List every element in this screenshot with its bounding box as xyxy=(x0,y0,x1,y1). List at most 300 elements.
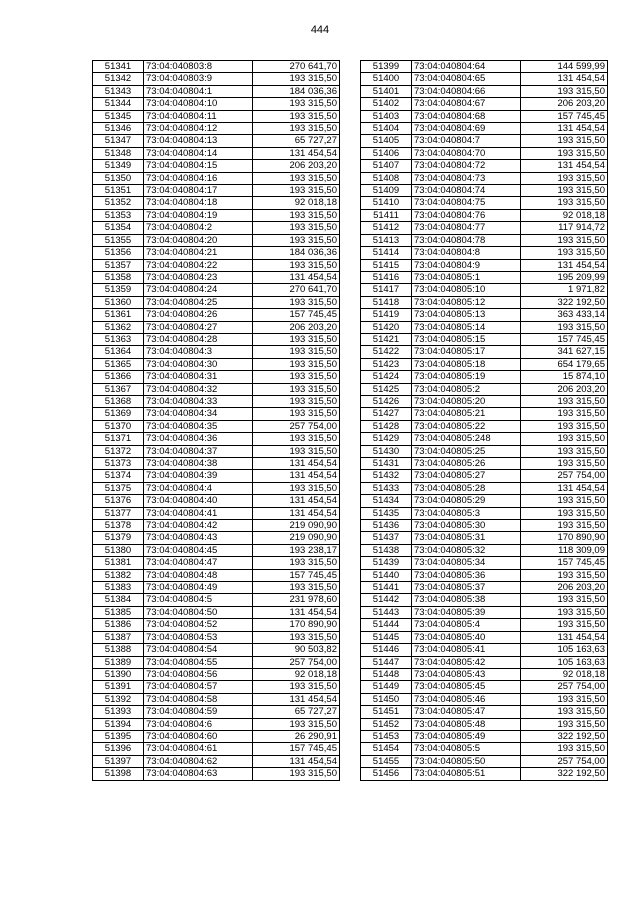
cadastral-number: 73:04:040803:9 xyxy=(144,73,253,85)
cadastral-value: 131 454,54 xyxy=(253,458,340,470)
cadastral-value: 195 209,99 xyxy=(521,271,608,283)
row-number: 51377 xyxy=(93,507,144,519)
table-row xyxy=(361,693,608,705)
row-number: 51375 xyxy=(93,482,144,494)
cadastral-number: 73:04:040804:34 xyxy=(144,408,253,420)
row-number: 51370 xyxy=(93,420,144,432)
cadastral-value: 193 315,50 xyxy=(521,408,608,420)
cadastral-value: 170 890,90 xyxy=(253,619,340,631)
row-number: 51359 xyxy=(93,284,144,296)
row-number: 51422 xyxy=(361,346,412,358)
row-number: 51347 xyxy=(93,135,144,147)
row-number: 51446 xyxy=(361,644,412,656)
row-number: 51418 xyxy=(361,296,412,308)
table-row xyxy=(361,582,608,594)
cadastral-value: 193 315,50 xyxy=(253,582,340,594)
cadastral-number: 73:04:040805:31 xyxy=(412,532,521,544)
table-row xyxy=(361,73,608,85)
cadastral-value: 206 203,20 xyxy=(253,321,340,333)
table-row xyxy=(361,61,608,73)
cadastral-number: 73:04:040804:62 xyxy=(144,755,253,767)
table-row xyxy=(93,73,340,85)
row-number: 51416 xyxy=(361,271,412,283)
cadastral-number: 73:04:040804:41 xyxy=(144,507,253,519)
cadastral-number: 73:04:040804:55 xyxy=(144,656,253,668)
cadastral-number: 73:04:040805:1 xyxy=(412,271,521,283)
cadastral-number: 73:04:040804:56 xyxy=(144,668,253,680)
cadastral-value: 26 290,91 xyxy=(253,730,340,742)
cadastral-number: 73:04:040805:248 xyxy=(412,433,521,445)
table-row xyxy=(93,569,340,581)
cadastral-number: 73:04:040804:59 xyxy=(144,706,253,718)
cadastral-value: 193 315,50 xyxy=(521,507,608,519)
cadastral-value: 193 315,50 xyxy=(253,234,340,246)
row-number: 51362 xyxy=(93,321,144,333)
row-number: 51360 xyxy=(93,296,144,308)
row-number: 51440 xyxy=(361,569,412,581)
table-row xyxy=(361,520,608,532)
table-row xyxy=(361,743,608,755)
cadastral-value: 184 036,36 xyxy=(253,85,340,97)
table-row xyxy=(361,321,608,333)
row-number: 51427 xyxy=(361,408,412,420)
cadastral-value: 193 315,50 xyxy=(521,234,608,246)
cadastral-value: 193 315,50 xyxy=(253,408,340,420)
table-row xyxy=(93,271,340,283)
cadastral-number: 73:04:040804:23 xyxy=(144,271,253,283)
cadastral-value: 654 179,65 xyxy=(521,358,608,370)
row-number: 51435 xyxy=(361,507,412,519)
cadastral-number: 73:04:040804:61 xyxy=(144,743,253,755)
table-row xyxy=(93,420,340,432)
table-row xyxy=(93,693,340,705)
cadastral-number: 73:04:040804:64 xyxy=(412,61,521,73)
table-row xyxy=(361,383,608,395)
table-row xyxy=(361,507,608,519)
row-number: 51448 xyxy=(361,668,412,680)
cadastral-number: 73:04:040804:60 xyxy=(144,730,253,742)
cadastral-value: 257 754,00 xyxy=(253,656,340,668)
cadastral-number: 73:04:040804:1 xyxy=(144,85,253,97)
cadastral-number: 73:04:040805:41 xyxy=(412,644,521,656)
row-number: 51385 xyxy=(93,606,144,618)
row-number: 51378 xyxy=(93,520,144,532)
cadastral-number: 73:04:040804:78 xyxy=(412,234,521,246)
row-number: 51350 xyxy=(93,172,144,184)
cadastral-number: 73:04:040805:30 xyxy=(412,520,521,532)
cadastral-value: 193 315,50 xyxy=(521,718,608,730)
table-row xyxy=(93,656,340,668)
table-row xyxy=(93,482,340,494)
cadastral-number: 73:04:040804:9 xyxy=(412,259,521,271)
row-number: 51437 xyxy=(361,532,412,544)
cadastral-value: 193 315,50 xyxy=(253,222,340,234)
cadastral-value: 193 315,50 xyxy=(521,185,608,197)
table-row xyxy=(93,768,340,780)
row-number: 51444 xyxy=(361,619,412,631)
row-number: 51403 xyxy=(361,110,412,122)
cadastral-value: 257 754,00 xyxy=(521,755,608,767)
table-row xyxy=(93,259,340,271)
row-number: 51384 xyxy=(93,594,144,606)
cadastral-number: 73:04:040804:2 xyxy=(144,222,253,234)
cadastral-value: 193 315,50 xyxy=(521,172,608,184)
table-row xyxy=(361,395,608,407)
table-row xyxy=(361,557,608,569)
cadastral-value: 193 315,50 xyxy=(253,259,340,271)
row-number: 51404 xyxy=(361,123,412,135)
table-row xyxy=(361,358,608,370)
cadastral-number: 73:04:040805:51 xyxy=(412,768,521,780)
row-number: 51386 xyxy=(93,619,144,631)
cadastral-number: 73:04:040804:47 xyxy=(144,557,253,569)
cadastral-number: 73:04:040804:30 xyxy=(144,358,253,370)
row-number: 51456 xyxy=(361,768,412,780)
table-row xyxy=(93,619,340,631)
cadastral-value: 193 315,50 xyxy=(253,445,340,457)
row-number: 51389 xyxy=(93,656,144,668)
cadastral-number: 73:04:040804:20 xyxy=(144,234,253,246)
cadastral-number: 73:04:040804:74 xyxy=(412,185,521,197)
cadastral-value: 193 315,50 xyxy=(253,681,340,693)
cadastral-value: 193 315,50 xyxy=(521,433,608,445)
table-row xyxy=(361,247,608,259)
table-row xyxy=(361,594,608,606)
cadastral-value: 105 163,63 xyxy=(521,644,608,656)
cadastral-value: 92 018,18 xyxy=(253,197,340,209)
cadastral-number: 73:04:040804:12 xyxy=(144,123,253,135)
cadastral-value: 193 315,50 xyxy=(253,296,340,308)
table-row xyxy=(361,730,608,742)
cadastral-number: 73:04:040805:28 xyxy=(412,482,521,494)
row-number: 51355 xyxy=(93,234,144,246)
cadastral-value: 193 315,50 xyxy=(521,135,608,147)
row-number: 51438 xyxy=(361,544,412,556)
cadastral-value: 193 315,50 xyxy=(521,619,608,631)
table-row xyxy=(93,730,340,742)
cadastral-value: 170 890,90 xyxy=(521,532,608,544)
cadastral-value: 144 599,99 xyxy=(521,61,608,73)
cadastral-value: 219 090,90 xyxy=(253,520,340,532)
cadastral-number: 73:04:040804:13 xyxy=(144,135,253,147)
row-number: 51441 xyxy=(361,582,412,594)
cadastral-number: 73:04:040805:25 xyxy=(412,445,521,457)
table-row xyxy=(361,755,608,767)
cadastral-value: 270 641,70 xyxy=(253,61,340,73)
row-number: 51381 xyxy=(93,557,144,569)
table-row xyxy=(93,160,340,172)
row-number: 51402 xyxy=(361,98,412,110)
cadastral-value: 131 454,54 xyxy=(521,631,608,643)
right-register-table xyxy=(360,60,608,781)
row-number: 51405 xyxy=(361,135,412,147)
row-number: 51432 xyxy=(361,470,412,482)
cadastral-value: 131 454,54 xyxy=(521,482,608,494)
cadastral-number: 73:04:040804:42 xyxy=(144,520,253,532)
cadastral-value: 193 315,50 xyxy=(521,743,608,755)
cadastral-number: 73:04:040804:76 xyxy=(412,209,521,221)
table-row xyxy=(361,85,608,97)
row-number: 51380 xyxy=(93,544,144,556)
row-number: 51365 xyxy=(93,358,144,370)
cadastral-value: 131 454,54 xyxy=(253,507,340,519)
table-row xyxy=(361,172,608,184)
table-row xyxy=(93,110,340,122)
cadastral-number: 73:04:040804:36 xyxy=(144,433,253,445)
cadastral-value: 105 163,63 xyxy=(521,656,608,668)
cadastral-value: 219 090,90 xyxy=(253,532,340,544)
table-row xyxy=(361,718,608,730)
cadastral-value: 157 745,45 xyxy=(253,569,340,581)
cadastral-number: 73:04:040805:45 xyxy=(412,681,521,693)
row-number: 51429 xyxy=(361,433,412,445)
row-number: 51411 xyxy=(361,209,412,221)
cadastral-value: 193 315,50 xyxy=(521,445,608,457)
table-row xyxy=(93,458,340,470)
row-number: 51445 xyxy=(361,631,412,643)
cadastral-value: 118 309,09 xyxy=(521,544,608,556)
table-row xyxy=(361,160,608,172)
table-row xyxy=(93,631,340,643)
cadastral-number: 73:04:040804:17 xyxy=(144,185,253,197)
row-number: 51343 xyxy=(93,85,144,97)
cadastral-value: 193 315,50 xyxy=(253,718,340,730)
row-number: 51349 xyxy=(93,160,144,172)
cadastral-value: 131 454,54 xyxy=(253,755,340,767)
cadastral-number: 73:04:040805:48 xyxy=(412,718,521,730)
table-row xyxy=(93,321,340,333)
cadastral-number: 73:04:040804:11 xyxy=(144,110,253,122)
cadastral-value: 257 754,00 xyxy=(253,420,340,432)
table-row xyxy=(361,309,608,321)
row-number: 51400 xyxy=(361,73,412,85)
table-row xyxy=(93,197,340,209)
table-row xyxy=(361,222,608,234)
right-table-body xyxy=(361,61,608,781)
table-row xyxy=(93,557,340,569)
cadastral-value: 193 315,50 xyxy=(253,98,340,110)
table-row xyxy=(93,445,340,457)
table-row xyxy=(93,681,340,693)
row-number: 51352 xyxy=(93,197,144,209)
table-row xyxy=(361,433,608,445)
row-number: 51379 xyxy=(93,532,144,544)
table-row xyxy=(93,743,340,755)
row-number: 51407 xyxy=(361,160,412,172)
cadastral-value: 92 018,18 xyxy=(253,668,340,680)
row-number: 51341 xyxy=(93,61,144,73)
cadastral-value: 193 315,50 xyxy=(521,606,608,618)
cadastral-value: 193 315,50 xyxy=(253,433,340,445)
row-number: 51424 xyxy=(361,371,412,383)
row-number: 51443 xyxy=(361,606,412,618)
table-row xyxy=(93,644,340,656)
cadastral-value: 231 978,60 xyxy=(253,594,340,606)
table-row xyxy=(93,371,340,383)
cadastral-number: 73:04:040804:77 xyxy=(412,222,521,234)
table-row xyxy=(93,247,340,259)
row-number: 51452 xyxy=(361,718,412,730)
row-number: 51369 xyxy=(93,408,144,420)
table-row xyxy=(361,644,608,656)
cadastral-number: 73:04:040805:36 xyxy=(412,569,521,581)
cadastral-value: 193 315,50 xyxy=(253,371,340,383)
table-row xyxy=(361,495,608,507)
table-row xyxy=(361,631,608,643)
row-number: 51387 xyxy=(93,631,144,643)
cadastral-number: 73:04:040804:10 xyxy=(144,98,253,110)
row-number: 51447 xyxy=(361,656,412,668)
row-number: 51399 xyxy=(361,61,412,73)
row-number: 51348 xyxy=(93,147,144,159)
cadastral-number: 73:04:040804:14 xyxy=(144,147,253,159)
table-row xyxy=(361,408,608,420)
cadastral-number: 73:04:040805:13 xyxy=(412,309,521,321)
cadastral-number: 73:04:040805:50 xyxy=(412,755,521,767)
cadastral-value: 193 315,50 xyxy=(521,693,608,705)
table-row xyxy=(361,296,608,308)
row-number: 51368 xyxy=(93,395,144,407)
row-number: 51344 xyxy=(93,98,144,110)
row-number: 51442 xyxy=(361,594,412,606)
left-table-body xyxy=(93,61,340,781)
table-row xyxy=(93,520,340,532)
cadastral-number: 73:04:040805:4 xyxy=(412,619,521,631)
row-number: 51356 xyxy=(93,247,144,259)
cadastral-value: 193 315,50 xyxy=(521,197,608,209)
table-row xyxy=(361,259,608,271)
cadastral-number: 73:04:040804:38 xyxy=(144,458,253,470)
cadastral-value: 193 315,50 xyxy=(253,631,340,643)
table-row xyxy=(93,383,340,395)
cadastral-number: 73:04:040804:65 xyxy=(412,73,521,85)
table-row xyxy=(93,495,340,507)
cadastral-number: 73:04:040804:54 xyxy=(144,644,253,656)
cadastral-value: 322 192,50 xyxy=(521,768,608,780)
table-row xyxy=(361,482,608,494)
table-row xyxy=(93,61,340,73)
row-number: 51430 xyxy=(361,445,412,457)
cadastral-value: 193 315,50 xyxy=(521,395,608,407)
cadastral-number: 73:04:040805:27 xyxy=(412,470,521,482)
cadastral-number: 73:04:040804:6 xyxy=(144,718,253,730)
cadastral-number: 73:04:040804:19 xyxy=(144,209,253,221)
cadastral-number: 73:04:040804:25 xyxy=(144,296,253,308)
cadastral-number: 73:04:040805:37 xyxy=(412,582,521,594)
cadastral-value: 193 315,50 xyxy=(253,557,340,569)
cadastral-number: 73:04:040804:45 xyxy=(144,544,253,556)
cadastral-value: 322 192,50 xyxy=(521,730,608,742)
table-row xyxy=(361,333,608,345)
row-number: 51401 xyxy=(361,85,412,97)
cadastral-value: 193 315,50 xyxy=(253,333,340,345)
cadastral-value: 193 315,50 xyxy=(253,482,340,494)
row-number: 51357 xyxy=(93,259,144,271)
row-number: 51431 xyxy=(361,458,412,470)
cadastral-number: 73:04:040804:31 xyxy=(144,371,253,383)
cadastral-value: 131 454,54 xyxy=(253,271,340,283)
table-row xyxy=(361,123,608,135)
table-row xyxy=(361,135,608,147)
table-row xyxy=(93,309,340,321)
table-row xyxy=(93,408,340,420)
table-row xyxy=(93,85,340,97)
table-row xyxy=(93,532,340,544)
cadastral-number: 73:04:040805:29 xyxy=(412,495,521,507)
cadastral-value: 257 754,00 xyxy=(521,681,608,693)
row-number: 51408 xyxy=(361,172,412,184)
table-row xyxy=(93,333,340,345)
table-row xyxy=(361,768,608,780)
cadastral-number: 73:04:040804:39 xyxy=(144,470,253,482)
cadastral-value: 193 238,17 xyxy=(253,544,340,556)
cadastral-value: 157 745,45 xyxy=(253,309,340,321)
cadastral-value: 131 454,54 xyxy=(521,73,608,85)
table-row xyxy=(93,668,340,680)
cadastral-number: 73:04:040804:73 xyxy=(412,172,521,184)
table-row xyxy=(93,123,340,135)
row-number: 51394 xyxy=(93,718,144,730)
table-row xyxy=(361,532,608,544)
cadastral-number: 73:04:040805:39 xyxy=(412,606,521,618)
table-row xyxy=(361,656,608,668)
row-number: 51372 xyxy=(93,445,144,457)
row-number: 51393 xyxy=(93,706,144,718)
cadastral-value: 193 315,50 xyxy=(521,706,608,718)
row-number: 51412 xyxy=(361,222,412,234)
row-number: 51371 xyxy=(93,433,144,445)
row-number: 51413 xyxy=(361,234,412,246)
table-row xyxy=(93,234,340,246)
table-row xyxy=(93,507,340,519)
row-number: 51354 xyxy=(93,222,144,234)
cadastral-value: 322 192,50 xyxy=(521,296,608,308)
table-row xyxy=(93,135,340,147)
cadastral-value: 193 315,50 xyxy=(521,420,608,432)
cadastral-number: 73:04:040805:47 xyxy=(412,706,521,718)
cadastral-number: 73:04:040804:8 xyxy=(412,247,521,259)
cadastral-value: 206 203,20 xyxy=(521,98,608,110)
cadastral-number: 73:04:040805:3 xyxy=(412,507,521,519)
cadastral-number: 73:04:040804:66 xyxy=(412,85,521,97)
cadastral-number: 73:04:040805:40 xyxy=(412,631,521,643)
cadastral-number: 73:04:040804:37 xyxy=(144,445,253,457)
table-row xyxy=(361,209,608,221)
cadastral-value: 131 454,54 xyxy=(521,259,608,271)
table-row xyxy=(361,185,608,197)
cadastral-number: 73:04:040804:3 xyxy=(144,346,253,358)
cadastral-number: 73:04:040804:57 xyxy=(144,681,253,693)
cadastral-value: 206 203,20 xyxy=(253,160,340,172)
cadastral-number: 73:04:040805:19 xyxy=(412,371,521,383)
cadastral-value: 206 203,20 xyxy=(521,582,608,594)
cadastral-value: 131 454,54 xyxy=(253,606,340,618)
table-row xyxy=(361,470,608,482)
row-number: 51434 xyxy=(361,495,412,507)
cadastral-number: 73:04:040804:70 xyxy=(412,147,521,159)
cadastral-number: 73:04:040804:58 xyxy=(144,693,253,705)
cadastral-value: 341 627,15 xyxy=(521,346,608,358)
cadastral-value: 193 315,50 xyxy=(253,172,340,184)
cadastral-number: 73:04:040804:75 xyxy=(412,197,521,209)
cadastral-value: 193 315,50 xyxy=(521,321,608,333)
cadastral-value: 193 315,50 xyxy=(521,458,608,470)
table-row xyxy=(93,606,340,618)
cadastral-number: 73:04:040805:2 xyxy=(412,383,521,395)
table-row xyxy=(361,681,608,693)
table-row xyxy=(361,544,608,556)
row-number: 51453 xyxy=(361,730,412,742)
